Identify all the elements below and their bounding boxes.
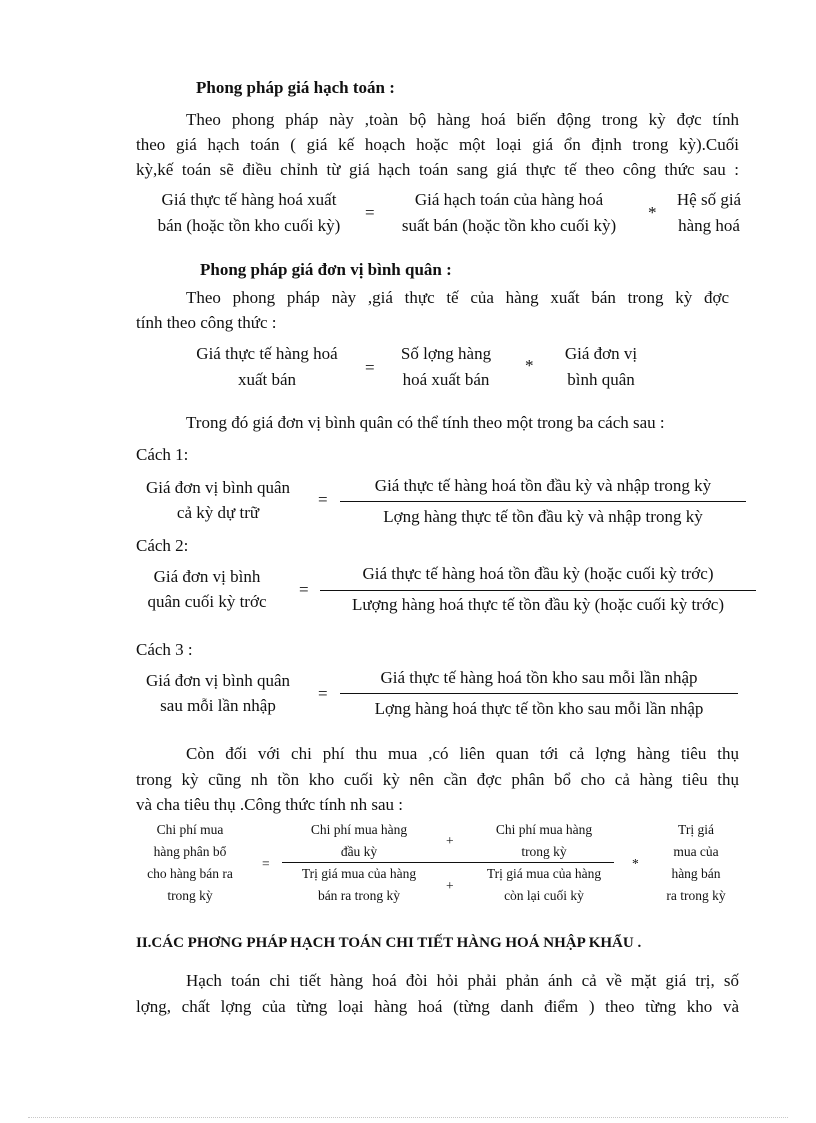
formula-right-line: bình quân — [567, 370, 635, 389]
formula-left-line: Chi phí mua — [156, 822, 224, 837]
paragraph-line: tính theo công thức : — [136, 313, 277, 332]
paragraph-line: Còn đối với chi phí thu mua ,có liên quan tới cả lợng hàng tiêu thụ — [186, 744, 739, 763]
paragraph-line: trong kỳ cũng nh tồn kho cuối kỳ nên cần đợc phân bổ cho cả hàng tiêu thụ — [136, 770, 739, 789]
numerator-term-2: trong kỳ — [521, 844, 567, 859]
paragraph-line: Trong đó giá đơn vị bình quân có thể tính theo một trong ba cách sau : — [186, 413, 665, 432]
formula-left-line: Giá thực tế hàng hoá — [196, 344, 338, 363]
plus-sign: + — [446, 833, 454, 848]
denominator-term-2: Trị giá mua của hàng — [486, 866, 602, 881]
formula-left-line: cả kỳ dự trữ — [176, 503, 260, 522]
equals-sign: = — [262, 856, 270, 871]
equals-sign: = — [365, 358, 375, 377]
paragraph-line: Hạch toán chi tiết hàng hoá đòi hỏi phải phản ánh cả về mặt giá trị, số — [186, 971, 739, 990]
fraction-bar — [320, 590, 756, 591]
fraction-numerator: Giá thực tế hàng hoá tồn kho sau mỗi lần nhập — [380, 668, 698, 687]
formula-left-line: Giá đơn vị bình — [153, 567, 261, 586]
method-2-label: Cách 2: — [136, 536, 189, 555]
formula-mid-line: Số lợng hàng — [400, 344, 492, 363]
paragraph-line: lợng, chất lợng của từng loại hàng hoá (từng danh điểm ) theo từng kho và — [136, 997, 739, 1016]
section-heading-ii: II.CÁC PHƠNG PHÁP HẠCH TOÁN CHI TIẾT HÀNG HOÁ NHẬP KHẨU . — [136, 935, 642, 951]
formula-left-line: Giá đơn vị bình quân — [145, 671, 291, 690]
formula-left-line: Giá đơn vị bình quân — [145, 478, 291, 497]
formula-left-line: xuất bán — [237, 370, 297, 389]
formula-mid-line: Giá hạch toán của hàng hoá — [414, 190, 604, 209]
formula-right-line: mua của — [673, 844, 719, 859]
fraction-bar — [340, 693, 738, 694]
multiply-sign: * — [632, 856, 639, 871]
equals-sign: = — [365, 203, 375, 222]
formula-left-line: Giá thực tế hàng hoá xuất — [161, 190, 337, 209]
fraction-bar — [340, 501, 746, 502]
page-bottom-divider — [28, 1117, 788, 1118]
paragraph-line: kỳ,kế toán sẽ điều chỉnh từ giá hạch toán sang giá thực tế theo công thức sau : — [136, 160, 739, 179]
fraction-bar — [282, 862, 614, 863]
section-heading-binh-quan: Phong pháp giá đơn vị bình quân : — [200, 260, 452, 279]
multiply-sign: * — [525, 356, 534, 375]
formula-left-line: bán (hoặc tồn kho cuối kỳ) — [157, 216, 341, 235]
formula-mid-line: suất bán (hoặc tồn kho cuối kỳ) — [401, 216, 617, 235]
formula-left-line: quân cuối kỳ trớc — [147, 592, 267, 611]
paragraph-line: Theo phong pháp này ,toàn bộ hàng hoá biến động trong kỳ đợc tính — [186, 110, 739, 129]
method-3-label: Cách 3 : — [136, 640, 193, 659]
paragraph-line: Theo phong pháp này ,giá thực tế của hàng xuất bán trong kỳ đợc — [186, 288, 729, 307]
paragraph-line: và cha tiêu thụ .Công thức tính nh sau : — [136, 795, 404, 814]
paragraph-line: theo giá hạch toán ( giá kế hoạch hoặc một loại giá ổn định trong kỳ).Cuối — [136, 135, 739, 154]
formula-right-line: hàng bán — [671, 866, 721, 881]
fraction-numerator: Giá thực tế hàng hoá tồn đầu kỳ và nhập trong kỳ — [374, 476, 712, 495]
formula-right-line: ra trong kỳ — [666, 888, 726, 903]
denominator-term-1: Trị giá mua của hàng — [301, 866, 417, 881]
denominator-term-1: bán ra trong kỳ — [317, 888, 401, 903]
method-1-label: Cách 1: — [136, 445, 189, 464]
formula-left-line: sau mỗi lần nhập — [160, 696, 276, 715]
formula-left-line: trong kỳ — [167, 888, 213, 903]
fraction-denominator: Lợng hàng thực tế tồn đầu kỳ và nhập trong kỳ — [383, 507, 703, 526]
formula-right-line: Giá đơn vị — [564, 344, 638, 363]
fraction-numerator: Giá thực tế hàng hoá tồn đầu kỳ (hoặc cuối kỳ trớc) — [362, 564, 714, 583]
equals-sign: = — [318, 684, 328, 703]
formula-mid-line: hoá xuất bán — [402, 370, 490, 389]
formula-right-line: Hệ số giá — [676, 190, 742, 209]
formula-left-line: cho hàng bán ra — [147, 866, 233, 881]
numerator-term-2: Chi phí mua hàng — [495, 822, 593, 837]
numerator-term-1: đầu kỳ — [340, 844, 378, 859]
formula-left-line: hàng phân bổ — [153, 844, 227, 859]
fraction-denominator: Lợng hàng hoá thực tế tồn kho sau mỗi lần nhập — [374, 699, 704, 718]
formula-right-line: Trị giá — [678, 822, 714, 837]
multiply-sign: * — [648, 203, 657, 222]
numerator-term-1: Chi phí mua hàng — [310, 822, 408, 837]
denominator-term-2: còn lại cuối kỳ — [504, 888, 584, 903]
equals-sign: = — [318, 490, 328, 509]
section-heading-hach-toan: Phong pháp giá hạch toán : — [196, 78, 395, 97]
equals-sign: = — [299, 580, 309, 599]
plus-sign: + — [446, 878, 454, 893]
fraction-denominator: Lượng hàng hoá thực tế tồn đầu kỳ (hoặc cuối kỳ trớc) — [351, 595, 725, 614]
formula-right-line: hàng hoá — [678, 216, 740, 235]
